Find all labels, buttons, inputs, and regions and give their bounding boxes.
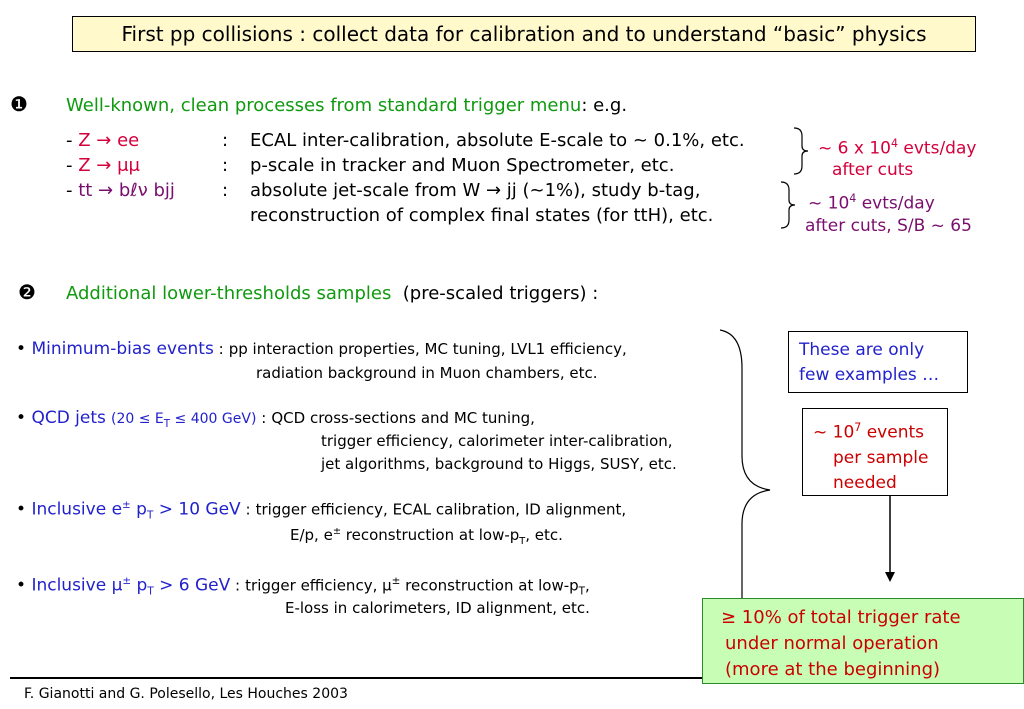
footer-divider [10,677,702,679]
process-row-zmumu: - Z → μμ [66,155,140,176]
process-row-ttbar-desc2: reconstruction of complex final states (for ttH), etc. [250,205,714,226]
ttbar-rate-note: ~ $10^4$ evts/day [808,192,935,214]
section2-heading: Additional lower-thresholds samples (pre-scaled triggers) : [66,283,599,304]
down-arrow-icon [880,496,900,584]
brace-z-processes [790,126,812,176]
z-rate-note: ~ 6 x $10^4$ evts/day [818,137,977,159]
ttbar-rate-note-2: after cuts, S/B ~ 65 [805,216,972,236]
bullet-qcd-line2: trigger efficiency, calorimeter inter-calibration, [321,432,673,450]
process-row-ttbar-desc: absolute jet-scale from W → jj (~1%), study b-tag, [250,180,701,201]
footer-credit: F. Gianotti and G. Polesello, Les Houches 2003 [24,686,348,702]
bullet-minbias: • Minimum-bias events : pp interaction properties, MC tuning, LVL1 efficiency, [16,339,627,359]
events-box: ~ $10^7$ events per sample needed [802,408,948,496]
process-row-zee: - Z → ee [66,130,140,151]
process-row-ttbar: - tt → bℓν bjj [66,180,175,201]
process-row-zmumu-desc: p-scale in tracker and Muon Spectrometer, etc. [250,155,675,176]
process-row-zmumu-colon: : [222,155,229,176]
section1-marker: ❶ [10,92,28,116]
brace-ttbar [777,180,799,230]
bullet-qcd-jets: • QCD jets ($20 \le E_T \le 400$ GeV) : QCD cross-sections and MC tuning, [16,408,535,431]
process-row-ttbar-colon: : [222,180,229,201]
trigger-rate-box: ≥ 10% of total trigger rate under normal operation (more at the beginning) [702,598,1024,684]
z-rate-note-2: after cuts [832,160,914,180]
examples-box: These are only few examples … [788,331,968,393]
bullet-qcd-line3: jet algorithms, background to Higgs, SUSY, etc. [321,455,677,473]
process-row-zee-colon: : [222,130,229,151]
bullet-inclusive-e: • Inclusive e± $p_T > 10$ GeV : trigger efficiency, ECAL calibration, ID alignment, [16,499,627,522]
section2-marker: ❷ [18,280,36,304]
section1-heading: Well-known, clean processes from standard trigger menu: e.g. [66,95,628,116]
bullet-inclusive-mu-line2: E-loss in calorimeters, ID alignment, etc. [285,599,590,617]
process-row-zee-desc: ECAL inter-calibration, absolute E-scale to ~ 0.1%, etc. [250,130,745,151]
slide-title: First pp collisions : collect data for calibration and to understand “basic” physics [72,16,976,52]
bullet-inclusive-mu: • Inclusive μ± $p_T > 6$ GeV : trigger efficiency, μ± reconstruction at low-$p_T$, [16,575,590,598]
bullet-inclusive-e-line2: E/p, e± reconstruction at low-$p_T$, etc. [290,526,563,547]
bullet-minbias-line2: radiation background in Muon chambers, etc. [256,364,598,382]
